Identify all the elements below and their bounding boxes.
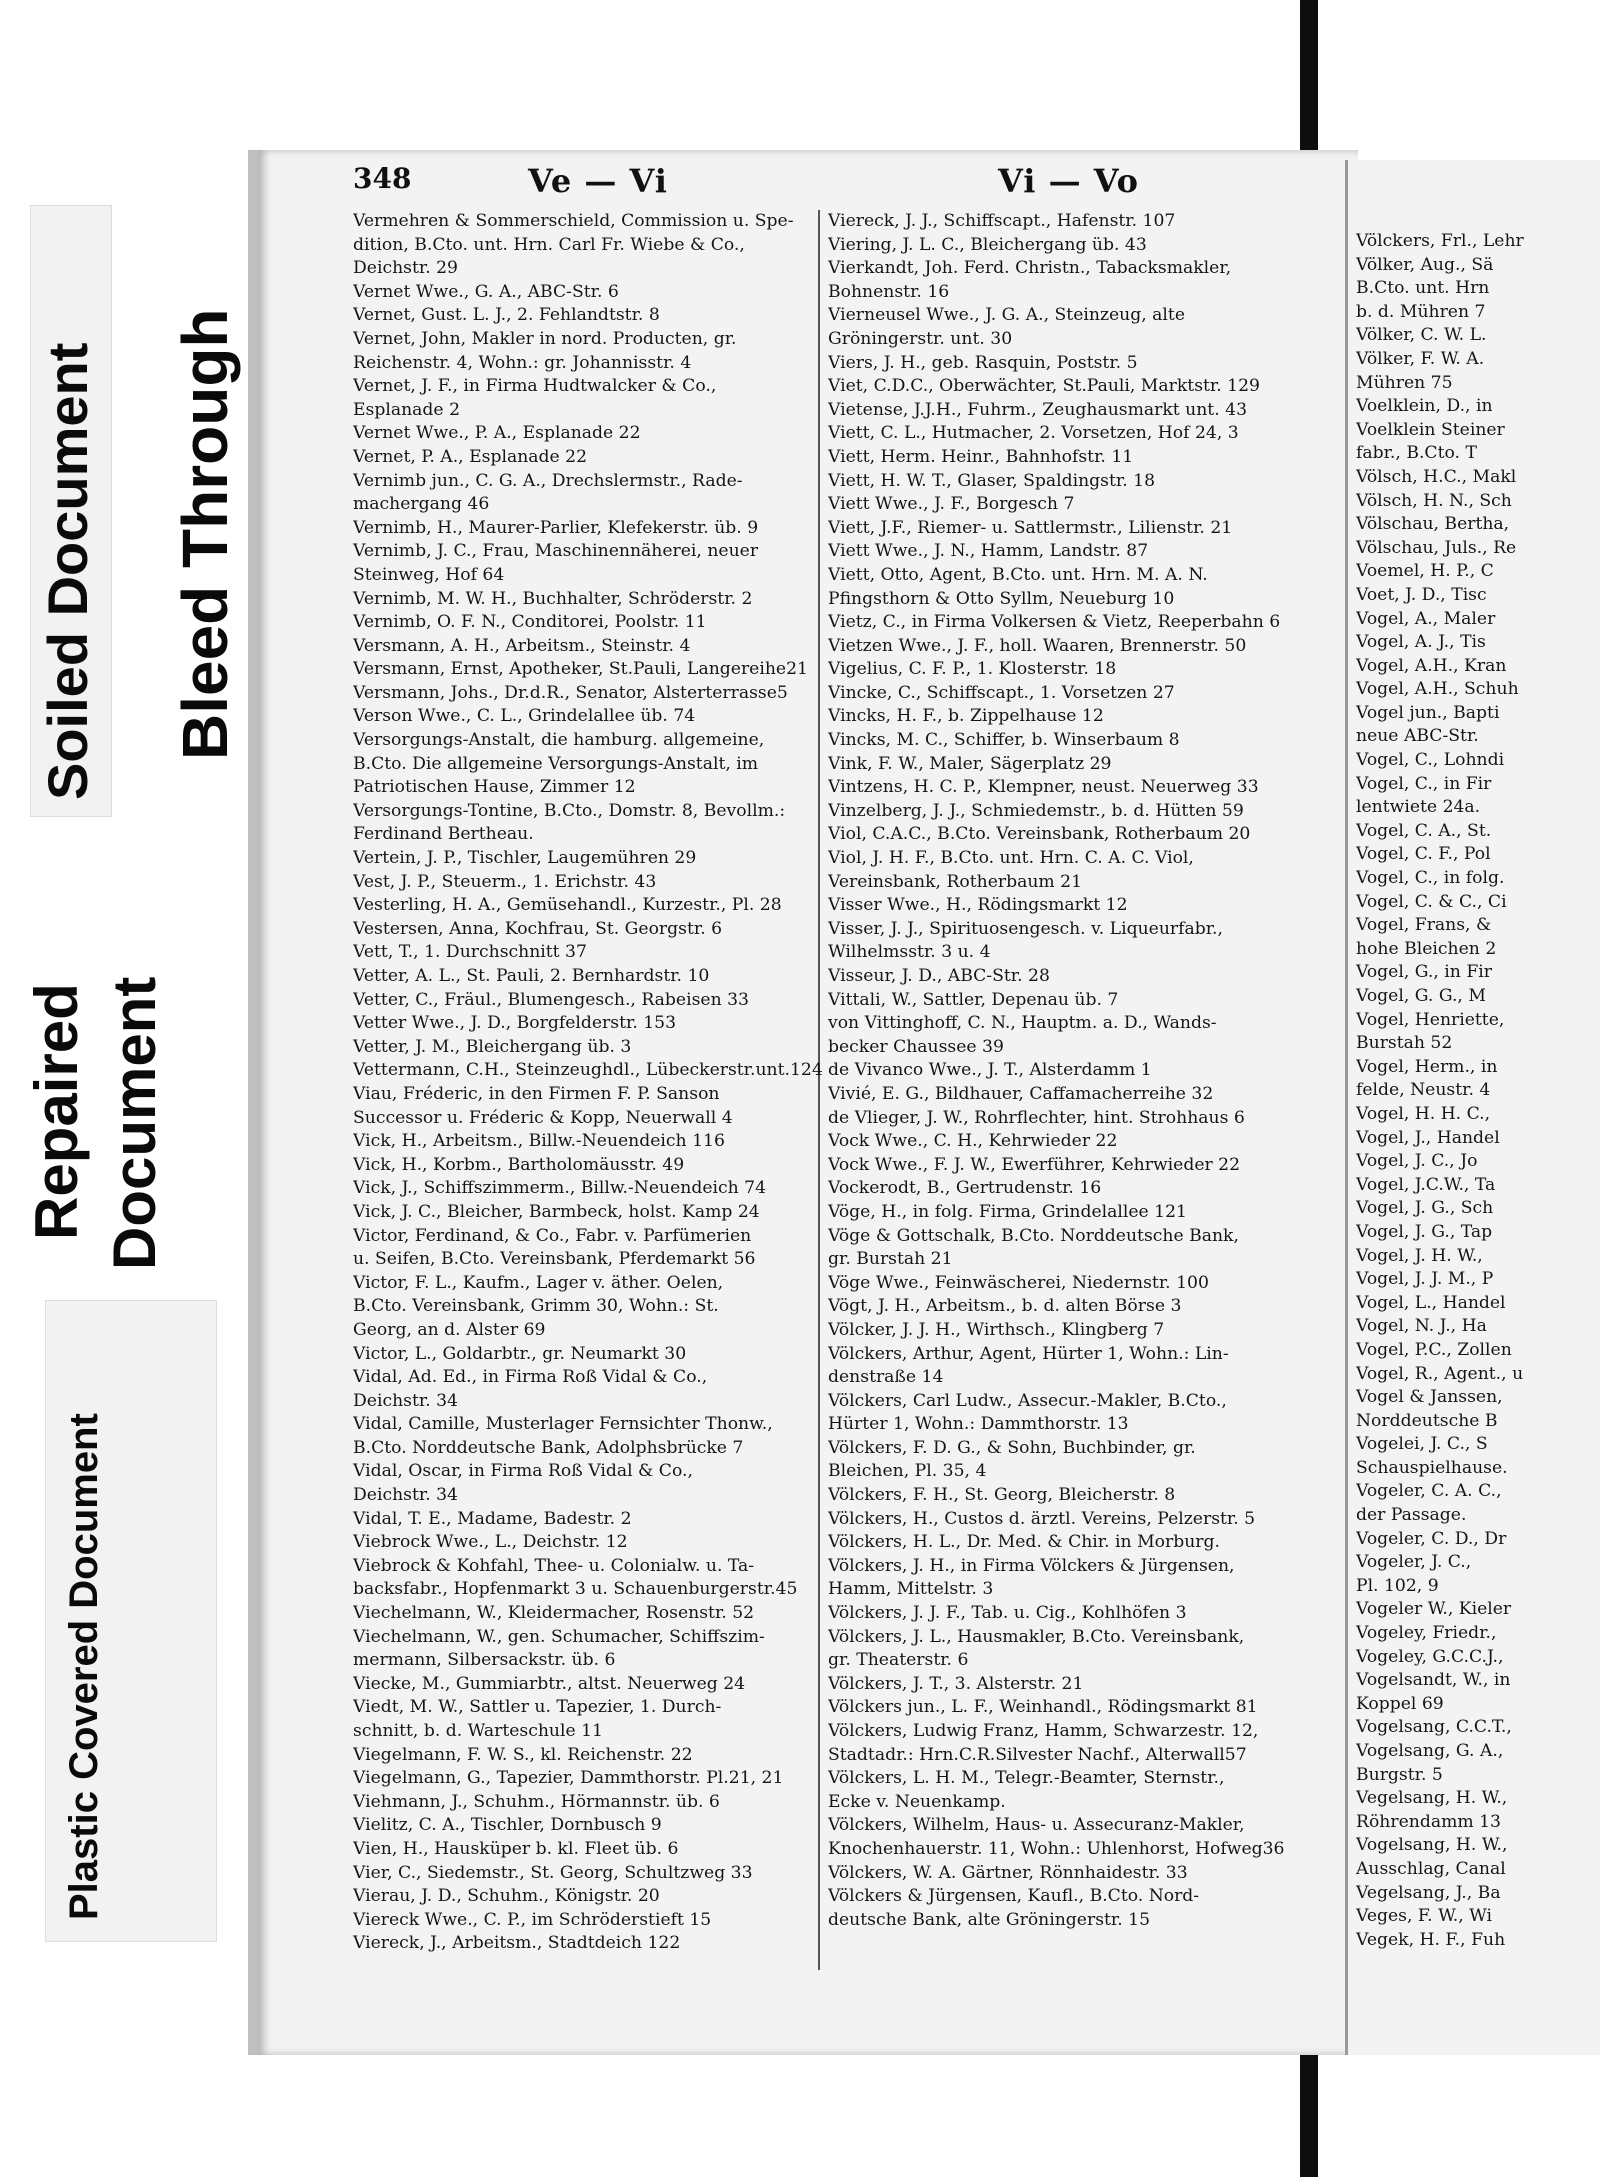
directory-entry: Knochenhauerstr. 11, Wohn.: Uhlenhorst, Hofweg36 xyxy=(828,1838,1285,1859)
directory-entry: Vegelsang, J., Ba xyxy=(1356,1882,1501,1903)
directory-entry: Vogel, C., Lohndi xyxy=(1356,750,1505,771)
directory-entry: Vietense, J.J.H., Fuhrm., Zeughausmarkt unt. 43 xyxy=(828,399,1248,420)
directory-entry: Vogelsang, G. A., xyxy=(1356,1741,1504,1761)
directory-entry: Vernimb jun., C. G. A., Drechslermstr., Rade- xyxy=(353,470,743,491)
directory-entry: Vogel & Janssen, xyxy=(1356,1387,1503,1408)
directory-entry: Viebrock Wwe., L., Deichstr. 12 xyxy=(353,1532,628,1553)
directory-entry: Vogeler, C. D., Dr xyxy=(1356,1528,1507,1549)
directory-entry: Viechelmann, W., gen. Schumacher, Schiffszim- xyxy=(353,1626,765,1647)
directory-entry: Viering, J. L. C., Bleichergang üb. 43 xyxy=(828,234,1147,255)
directory-entry: gr. Theaterstr. 6 xyxy=(828,1650,969,1671)
directory-entry: Vincks, M. C., Schiffer, b. Winserbaum 8 xyxy=(828,730,1180,751)
directory-entry: Viegelmann, F. W. S., kl. Reichenstr. 22 xyxy=(353,1744,693,1765)
directory-entry: Völschau, Bertha, xyxy=(1356,514,1510,535)
directory-entry: Vogelsandt, W., in xyxy=(1356,1670,1511,1691)
directory-entry: Pl. 102, 9 xyxy=(1356,1575,1439,1596)
directory-entry: Vogel, J. J. M., P xyxy=(1356,1269,1494,1290)
left-column xyxy=(353,210,908,1956)
middle-column xyxy=(828,210,1368,1932)
directory-entry: Viechelmann, W., Kleidermacher, Rosenstr. 52 xyxy=(353,1603,755,1624)
directory-entry: Vidal, T. E., Madame, Badestr. 2 xyxy=(353,1508,632,1529)
directory-entry: dition, B.Cto. unt. Hrn. Carl Fr. Wiebe & Co., xyxy=(353,234,745,255)
directory-entry: Vogelsang, H. W., xyxy=(1356,1835,1508,1856)
directory-entry: Viereck Wwe., C. P., im Schröderstieft 15 xyxy=(353,1909,712,1930)
directory-entry: Viett Wwe., J. F., Borgesch 7 xyxy=(828,494,1075,515)
label-repaired: Repaired xyxy=(23,983,90,1240)
directory-entry: Vogel jun., Bapti xyxy=(1356,702,1500,723)
directory-entry: Ecke v. Neuenkamp. xyxy=(828,1791,1006,1812)
directory-entry: Visseur, J. D., ABC-Str. 28 xyxy=(828,966,1050,986)
directory-entry: Völckers, F. H., St. Georg, Bleicherstr. 8 xyxy=(828,1485,1176,1506)
directory-entry: Vidal, Camille, Musterlager Fernsichter Thonw., xyxy=(353,1414,773,1435)
directory-entry: Vertein, J. P., Tischler, Laugemühren 29 xyxy=(353,848,697,869)
directory-entry: Viereck, J. J., Schiffscapt., Hafenstr. 107 xyxy=(828,211,1176,231)
directory-entry: Vick, J. C., Bleicher, Barmbeck, holst. Kamp 24 xyxy=(353,1201,760,1222)
directory-entry: Vogel, G. G., M xyxy=(1356,986,1486,1006)
directory-entry: Vogel, J. G., Tap xyxy=(1356,1221,1493,1242)
directory-entry: Vogel, N. J., Ha xyxy=(1356,1316,1487,1337)
directory-entry: Völckers, L. H. M., Telegr.-Beamter, Sternstr., xyxy=(828,1768,1225,1789)
directory-entry: Victor, L., Goldarbtr., gr. Neumarkt 30 xyxy=(353,1343,687,1364)
directory-entry: Viett Wwe., J. N., Hamm, Landstr. 87 xyxy=(828,541,1149,562)
directory-entry: Schauspielhause. xyxy=(1356,1457,1508,1478)
directory-entry: Vock Wwe., F. J. W., Ewerführer, Kehrwieder 22 xyxy=(828,1154,1241,1175)
directory-entry: Völckers, J. T., 3. Alsterstr. 21 xyxy=(828,1673,1084,1694)
directory-entry: Vierkandt, Joh. Ferd. Christn., Tabacksmakler, xyxy=(828,258,1232,279)
directory-entry: Völckers, H., Custos d. ärztl. Vereins, Pelzerstr. 5 xyxy=(828,1508,1256,1529)
directory-entry: Völschau, Juls., Re xyxy=(1356,537,1517,558)
directory-entry: Viett, J.F., Riemer- u. Sattlermstr., Lilienstr. 21 xyxy=(828,517,1233,538)
directory-entry: Steinweg, Hof 64 xyxy=(353,564,505,585)
right-heading: Vi — Vo xyxy=(998,162,1139,200)
directory-entry: Vernet, Gust. L. J., 2. Fehlandtstr. 8 xyxy=(353,305,660,326)
directory-entry: Vernet, J. F., in Firma Hudtwalcker & Co., xyxy=(353,376,717,397)
directory-entry: Vettermann, C.H., Steinzeughdl., Lübeckerstr.unt.124 xyxy=(353,1060,823,1081)
directory-entry: Vett, T., 1. Durchschnitt 37 xyxy=(353,942,587,963)
directory-entry: Völker, Aug., Sä xyxy=(1356,254,1494,275)
directory-entry: Koppel 69 xyxy=(1356,1693,1444,1714)
scan-margin xyxy=(1298,0,1600,35)
directory-entry: Patriotischen Hause, Zimmer 12 xyxy=(353,777,636,798)
directory-entry: Vernimb, J. C., Frau, Maschinennäherei, neuer xyxy=(353,541,759,562)
directory-entry: Vick, H., Arbeitsm., Billw.-Neuendeich 116 xyxy=(353,1131,725,1152)
directory-entry: der Passage. xyxy=(1356,1505,1467,1526)
directory-entry: Viehmann, J., Schuhm., Hörmannstr. üb. 6 xyxy=(353,1791,720,1812)
directory-entry: Successor u. Fréderic & Kopp, Neuerwall 4 xyxy=(353,1107,733,1128)
directory-entry: Bohnenstr. 16 xyxy=(828,281,950,302)
directory-entry: B.Cto. unt. Hrn xyxy=(1356,278,1490,299)
directory-entry: Ferdinand Bertheau. xyxy=(353,824,534,845)
directory-entry: Vidal, Ad. Ed., in Firma Roß Vidal & Co., xyxy=(353,1367,708,1388)
directory-entry: Gröningerstr. unt. 30 xyxy=(828,328,1013,349)
directory-entry: hohe Bleichen 2 xyxy=(1356,938,1497,959)
directory-entry: Esplanade 2 xyxy=(353,399,461,420)
left-heading: Ve — Vi xyxy=(528,162,668,200)
directory-entry: Viett, Herm. Heinr., Bahnhofstr. 11 xyxy=(828,446,1134,467)
directory-entry: Vincke, C., Schiffscapt., 1. Vorsetzen 27 xyxy=(828,682,1175,703)
directory-entry: Verson Wwe., C. L., Grindelallee üb. 74 xyxy=(353,706,696,727)
directory-entry: Vernimb, O. F. N., Conditorei, Poolstr. 11 xyxy=(353,612,707,633)
directory-entry: Vernet, P. A., Esplanade 22 xyxy=(353,446,588,467)
directory-entry: Vogel, Frans, & xyxy=(1356,915,1492,936)
directory-entry: fabr., B.Cto. T xyxy=(1356,443,1477,464)
directory-entry: Völckers, Arthur, Agent, Hürter 1, Wohn.: Lin- xyxy=(828,1343,1229,1364)
directory-entry: Vogel, G., in Fir xyxy=(1356,962,1492,983)
directory-entry: Vogelsang, C.C.T., xyxy=(1356,1717,1512,1738)
directory-entry: Vegelsang, H. W., xyxy=(1356,1788,1508,1809)
label-plastic-covered-document: Plastic Covered Document xyxy=(62,1413,106,1920)
directory-entry: Vogel, J. C., Jo xyxy=(1356,1151,1478,1172)
directory-entry: Vogel, A., Maler xyxy=(1356,608,1496,629)
directory-entry: Vivié, E. G., Bildhauer, Caffamacherreihe 32 xyxy=(828,1083,1214,1104)
directory-entry: Vogel, Herm., in xyxy=(1356,1056,1498,1077)
directory-entry: u. Seifen, B.Cto. Vereinsbank, Pferdemarkt 56 xyxy=(353,1249,756,1270)
directory-entry: Vernimb, M. W. H., Buchhalter, Schröderstr. 2 xyxy=(353,588,753,609)
directory-entry: Vogeler, J. C., xyxy=(1356,1552,1472,1573)
directory-entry: B.Cto. Die allgemeine Versorgungs-Anstalt, im xyxy=(353,753,759,774)
directory-entry: backsfabr., Hopfenmarkt 3 u. Schauenburgerstr.45 xyxy=(353,1579,798,1600)
directory-entry: Viol, J. H. F., B.Cto. unt. Hrn. C. A. C. Viol, xyxy=(828,848,1194,869)
directory-entry: Völckers, J. H., in Firma Völckers & Jürgensen, xyxy=(828,1555,1235,1576)
directory-entry: Versmann, Ernst, Apotheker, St.Pauli, Langereihe21 xyxy=(353,659,808,680)
directory-entry: Vittali, W., Sattler, Depenau üb. 7 xyxy=(828,989,1119,1010)
directory-entry: Vetter, J. M., Bleichergang üb. 3 xyxy=(353,1036,632,1057)
label-bleed-through: Bleed Through xyxy=(169,308,241,760)
directory-entry: Ausschlag, Canal xyxy=(1356,1858,1506,1879)
directory-entry: gr. Burstah 21 xyxy=(828,1249,953,1270)
directory-entry: Vetter, A. L., St. Pauli, 2. Bernhardstr. 10 xyxy=(353,966,710,986)
directory-entry: Vogel, C. & C., Ci xyxy=(1356,891,1507,912)
directory-entry: B.Cto. Norddeutsche Bank, Adolphsbrücke 7 xyxy=(353,1437,744,1458)
directory-entry: Viegelmann, G., Tapezier, Dammthorstr. Pl.21, 21 xyxy=(353,1768,784,1789)
directory-entry: Vogel, J. G., Sch xyxy=(1356,1198,1494,1219)
directory-entry: Georg, an d. Alster 69 xyxy=(353,1319,546,1340)
directory-entry: Voelklein, D., in xyxy=(1356,396,1493,417)
directory-entry: Völcker, J. J. H., Wirthsch., Klingberg 7 xyxy=(828,1319,1165,1340)
directory-entry: Vink, F. W., Maler, Sägerplatz 29 xyxy=(828,753,1112,774)
directory-entry: Vetter, C., Fräul., Blumengesch., Rabeisen 33 xyxy=(353,989,749,1010)
directory-entry: Vier, C., Siedemstr., St. Georg, Schultzweg 33 xyxy=(353,1862,753,1883)
page-header xyxy=(258,162,1358,202)
directory-entry: Versorgungs-Tontine, B.Cto., Domstr. 8, Bevollm.: xyxy=(353,800,786,821)
label-soiled-document: Soiled Document xyxy=(36,342,99,800)
directory-entry: Deichstr. 34 xyxy=(353,1390,458,1411)
directory-entry: Vernimb, H., Maurer-Parlier, Klefekerstr. üb. 9 xyxy=(353,517,759,538)
directory-entry: Völker, C. W. L. xyxy=(1356,325,1487,346)
directory-entry: Viett, C. L., Hutmacher, 2. Vorsetzen, Hof 24, 3 xyxy=(828,423,1239,444)
directory-entry: Bleichen, Pl. 35, 4 xyxy=(828,1461,987,1482)
condition-labels xyxy=(0,0,265,2177)
directory-entry: Vogeley, Friedr., xyxy=(1356,1623,1497,1644)
directory-entry: Viau, Fréderic, in den Firmen F. P. Sanson xyxy=(353,1083,720,1104)
directory-entry: Hürter 1, Wohn.: Dammthorstr. 13 xyxy=(828,1414,1129,1435)
directory-entry: Norddeutsche B xyxy=(1356,1410,1498,1431)
directory-entry: Vogel, H. H. C., xyxy=(1356,1103,1491,1124)
directory-entry: Deichstr. 29 xyxy=(353,258,458,279)
directory-entry: Vöge Wwe., Feinwäscherei, Niedernstr. 100 xyxy=(828,1272,1209,1293)
directory-entry: Vogel, J.C.W., Ta xyxy=(1356,1174,1496,1195)
directory-entry: Vogelei, J. C., S xyxy=(1356,1434,1488,1455)
directory-entry: Vesterling, H. A., Gemüsehandl., Kurzestr., Pl. 28 xyxy=(353,895,782,916)
directory-entry: Völsch, H.C., Makl xyxy=(1356,466,1517,487)
directory-entry: Vierneusel Wwe., J. G. A., Steinzeug, alte xyxy=(828,305,1185,326)
directory-entry: Völckers, H. L., Dr. Med. & Chir. in Morburg. xyxy=(828,1532,1220,1553)
directory-entry: Wilhelmsstr. 3 u. 4 xyxy=(828,942,991,963)
directory-entry: Versmann, Johs., Dr.d.R., Senator, Alsterterrasse5 xyxy=(353,682,788,703)
directory-entry: Hamm, Mittelstr. 3 xyxy=(828,1579,994,1600)
directory-entry: Vereinsbank, Rotherbaum 21 xyxy=(828,871,1083,892)
directory-entry: Veges, F. W., Wi xyxy=(1356,1906,1493,1927)
directory-entry: Viebrock & Kohfahl, Thee- u. Colonialw. u. Ta- xyxy=(353,1555,755,1576)
directory-entry: Viet, C.D.C., Oberwächter, St.Pauli, Marktstr. 129 xyxy=(828,376,1260,397)
directory-entry: Völckers & Jürgensen, Kaufl., B.Cto. Nord- xyxy=(828,1886,1200,1907)
directory-entry: Vegek, H. F., Fuh xyxy=(1356,1929,1506,1950)
directory-entry: Völker, F. W. A. xyxy=(1356,348,1485,369)
right-column xyxy=(1356,230,1600,1952)
directory-entry: Vermehren & Sommerschield, Commission u. Spe- xyxy=(353,211,794,231)
directory-entry: Vinzelberg, J. J., Schmiedemstr., b. d. Hütten 59 xyxy=(828,800,1244,821)
directory-entry: Vogel, L., Handel xyxy=(1356,1292,1506,1313)
directory-entry: deutsche Bank, alte Gröningerstr. 15 xyxy=(828,1909,1151,1930)
directory-entry: Vogel, A.H., Schuh xyxy=(1356,679,1519,700)
page-number: 348 xyxy=(353,162,412,195)
directory-entry: Reichenstr. 4, Wohn.: gr. Johannisstr. 4 xyxy=(353,352,692,373)
directory-entry: Viereck, J., Arbeitsm., Stadtdeich 122 xyxy=(353,1933,681,1954)
directory-entry: Vincks, H. F., b. Zippelhause 12 xyxy=(828,706,1104,727)
directory-entry: Vogel, Henriette, xyxy=(1356,1009,1505,1030)
directory-entry: Burstah 52 xyxy=(1356,1033,1453,1054)
directory-entry: lentwiete 24a. xyxy=(1356,797,1481,818)
directory-entry: B.Cto. Vereinsbank, Grimm 30, Wohn.: St. xyxy=(353,1296,719,1317)
directory-entry: Vick, H., Korbm., Bartholomäusstr. 49 xyxy=(353,1154,685,1175)
directory-entry: Pfingsthorn & Otto Syllm, Neueburg 10 xyxy=(828,588,1175,609)
directory-entry: Viecke, M., Gummiarbtr., altst. Neuerweg 24 xyxy=(353,1673,746,1694)
directory-entry: Vierau, J. D., Schuhm., Königstr. 20 xyxy=(353,1886,660,1907)
directory-entry: Viedt, M. W., Sattler u. Tapezier, 1. Durch- xyxy=(353,1697,722,1718)
directory-entry: Vielitz, C. A., Tischler, Dornbusch 9 xyxy=(353,1815,662,1836)
directory-entry: Versorgungs-Anstalt, die hamburg. allgemeine, xyxy=(353,730,765,751)
directory-entry: Viett, H. W. T., Glaser, Spaldingstr. 18 xyxy=(828,470,1156,491)
directory-entry: de Vlieger, J. W., Rohrflechter, hint. Strohhaus 6 xyxy=(828,1107,1245,1128)
directory-entry: Völckers, W. A. Gärtner, Rönnhaidestr. 33 xyxy=(828,1862,1188,1883)
directory-entry: Vock Wwe., C. H., Kehrwieder 22 xyxy=(828,1131,1118,1152)
directory-entry: denstraße 14 xyxy=(828,1367,944,1388)
directory-entry: felde, Neustr. 4 xyxy=(1356,1080,1491,1101)
directory-entry: Vidal, Oscar, in Firma Roß Vidal & Co., xyxy=(353,1461,693,1482)
directory-entry: Victor, Ferdinand, & Co., Fabr. v. Parfümerien xyxy=(353,1225,752,1246)
directory-entry: Vogel, A. J., Tis xyxy=(1356,632,1486,653)
directory-entry: de Vivanco Wwe., J. T., Alsterdamm 1 xyxy=(828,1060,1152,1081)
directory-entry: Vernet Wwe., G. A., ABC-Str. 6 xyxy=(353,281,619,302)
directory-entry: Vogel, J., Handel xyxy=(1356,1127,1500,1148)
directory-entry: machergang 46 xyxy=(353,494,490,515)
directory-entry: von Vittinghoff, C. N., Hauptm. a. D., Wands- xyxy=(828,1013,1217,1034)
directory-entry: Burgstr. 5 xyxy=(1356,1764,1443,1785)
directory-entry: Vernet, John, Makler in nord. Producten, gr. xyxy=(353,328,737,349)
directory-entry: Vick, J., Schiffszimmerm., Billw.-Neuendeich 74 xyxy=(353,1178,767,1199)
directory-entry: Vietzen Wwe., J. F., holl. Waaren, Brennerstr. 50 xyxy=(828,635,1247,656)
directory-entry: Vogel, R., Agent., u xyxy=(1356,1363,1524,1384)
directory-entry: Vogel, P.C., Zollen xyxy=(1356,1339,1512,1360)
directory-entry: Vogeler, C. A. C., xyxy=(1356,1481,1502,1502)
directory-entry: Voelklein Steiner xyxy=(1356,419,1505,440)
directory-entry: Versmann, A. H., Arbeitsm., Steinstr. 4 xyxy=(353,635,691,656)
directory-entry: Vetter Wwe., J. D., Borgfelderstr. 153 xyxy=(353,1013,677,1034)
directory-entry: Vogel, C., in folg. xyxy=(1356,868,1505,889)
directory-entry: Völckers, F. D. G., & Sohn, Buchbinder, gr. xyxy=(828,1437,1196,1458)
directory-entry: Völckers, J. J. F., Tab. u. Cig., Kohlhöfen 3 xyxy=(828,1603,1187,1624)
directory-entry: Voet, J. D., Tisc xyxy=(1356,584,1487,605)
directory-entry: Voemel, H. P., C xyxy=(1356,561,1494,582)
directory-entry: Vernet Wwe., P. A., Esplanade 22 xyxy=(353,423,641,444)
directory-entry: Vogeler W., Kieler xyxy=(1356,1599,1512,1620)
directory-entry: Vöge & Gottschalk, B.Cto. Norddeutsche Bank, xyxy=(828,1225,1239,1246)
directory-entry: schnitt, b. d. Warteschule 11 xyxy=(353,1721,603,1741)
directory-entry: Vogel, A.H., Kran xyxy=(1356,655,1507,676)
directory-entry: Völsch, H. N., Sch xyxy=(1356,490,1512,511)
directory-entry: Vogel, C. A., St. xyxy=(1356,820,1492,841)
directory-entry: Vöge, H., in folg. Firma, Grindelallee 121 xyxy=(828,1201,1187,1222)
directory-entry: Völckers, Ludwig Franz, Hamm, Schwarzestr. 12, xyxy=(828,1721,1259,1741)
directory-entry: becker Chaussee 39 xyxy=(828,1036,1004,1057)
directory-entry: Visser Wwe., H., Rödingsmarkt 12 xyxy=(828,895,1128,916)
directory-entry: Stadtadr.: Hrn.C.R.Silvester Nachf., Alterwall57 xyxy=(828,1744,1247,1765)
directory-entry: Vockerodt, B., Gertrudenstr. 16 xyxy=(828,1178,1102,1199)
directory-entry: Vietz, C., in Firma Volkersen & Vietz, Reeperbahn 6 xyxy=(828,612,1281,633)
directory-entry: Vogel, J. H. W., xyxy=(1356,1245,1483,1266)
directory-entry: Vögt, J. H., Arbeitsm., b. d. alten Börse 3 xyxy=(828,1296,1182,1317)
directory-entry: Vien, H., Hausküper b. kl. Fleet üb. 6 xyxy=(353,1838,679,1859)
directory-entry: Victor, F. L., Kaufm., Lager v. äther. Oelen, xyxy=(353,1272,724,1293)
directory-entry: Vogel, C. F., Pol xyxy=(1356,844,1491,865)
directory-entry: Völckers, Frl., Lehr xyxy=(1356,231,1524,251)
directory-entry: neue ABC-Str. xyxy=(1356,726,1479,747)
directory-entry: Völckers, Carl Ludw., Assecur.-Makler, B.Cto., xyxy=(828,1390,1227,1411)
directory-entry: Viol, C.A.C., B.Cto. Vereinsbank, Rotherbaum 20 xyxy=(828,824,1251,845)
directory-entry: Vogel, C., in Fir xyxy=(1356,773,1492,794)
label-repaired-document: Document xyxy=(101,976,168,1270)
next-page-fragment xyxy=(1345,160,1600,2055)
directory-entry: Vogeley, G.C.C.J., xyxy=(1356,1646,1504,1667)
directory-entry: Vestersen, Anna, Kochfrau, St. Georgstr. 6 xyxy=(353,918,723,939)
directory-entry: Viers, J. H., geb. Rasquin, Poststr. 5 xyxy=(828,352,1138,373)
directory-entry: Vest, J. P., Steuerm., 1. Erichstr. 43 xyxy=(353,871,657,892)
directory-entry: Deichstr. 34 xyxy=(353,1485,458,1506)
directory-entry: Völckers jun., L. F., Weinhandl., Rödingsmarkt 81 xyxy=(828,1697,1258,1718)
directory-entry: Röhrendamm 13 xyxy=(1356,1811,1501,1832)
directory-entry: Visser, J. J., Spirituosengesch. v. Liqueurfabr., xyxy=(828,918,1223,939)
directory-entry: Viett, Otto, Agent, B.Cto. unt. Hrn. M. A. N. xyxy=(828,564,1208,585)
directory-entry: mermann, Silbersackstr. üb. 6 xyxy=(353,1650,616,1671)
directory-entry: Vintzens, H. C. P., Klempner, neust. Neuerweg 33 xyxy=(828,777,1259,798)
directory-entry: b. d. Mühren 7 xyxy=(1356,301,1486,322)
directory-entry: Völckers, Wilhelm, Haus- u. Assecuranz-Makler, xyxy=(828,1815,1245,1836)
directory-entry: Völckers, J. L., Hausmakler, B.Cto. Vereinsbank, xyxy=(828,1626,1245,1647)
directory-page xyxy=(248,150,1358,2055)
directory-entry: Mühren 75 xyxy=(1356,372,1453,393)
directory-entry: Vigelius, C. F. P., 1. Klosterstr. 18 xyxy=(828,659,1117,680)
